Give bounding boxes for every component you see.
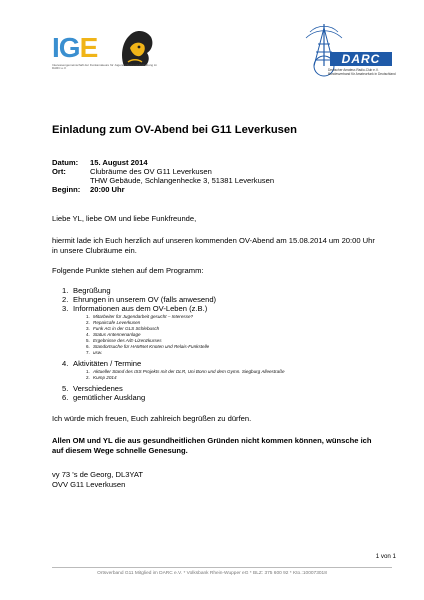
darc-logo-text: DARC	[330, 52, 392, 66]
agenda-item: 4. Aktivitäten / Termine	[62, 359, 142, 368]
agenda-subitem: 1. Mitarbeiter für Jugendarbeit gesucht – Interesse?	[86, 314, 194, 319]
ige-logo	[52, 26, 162, 76]
get-well-wishes: Allen OM und YL die aus gesundheitlichen Gründen nicht kommen können, wünsche ich auf diesem Wege schnelle Genesung.	[52, 436, 372, 455]
place-line-2: THW Gebäude, Schlangenhecke 3, 51381 Leverkusen	[90, 176, 275, 185]
footer-bank-details: Ortsverband G11 Mitglied im DARC e.V. * Volksbank Rhein-Wupper eG * BLZ: 375 600 92 * Kto.:100073018	[97, 571, 327, 576]
place-label: Ort:	[52, 167, 66, 176]
footer-divider	[52, 567, 392, 568]
greeting: Liebe YL, liebe OM und liebe Funkfreunde,	[52, 214, 197, 223]
start-label: Beginn:	[52, 185, 81, 194]
page-title: Einladung zum OV-Abend bei G11 Leverkusen	[52, 124, 297, 136]
agenda-subitem: 5. Ergebnisse des A/E-Lizenzkurses	[86, 338, 162, 343]
date-value: 15. August 2014	[90, 158, 148, 167]
ige-logo-text: IGE	[52, 32, 98, 63]
agenda-subitem: 2. Repaircafe Leverkusen	[86, 320, 141, 325]
agenda-subitem: 3. Funk AG in der GLS Schlebusch	[86, 326, 160, 331]
agenda-subitem: 2. Kump 2014	[86, 375, 117, 380]
agenda-item: 2. Ehrungen in unserem OV (falls anwesend)	[62, 295, 217, 304]
darc-logo	[300, 22, 400, 82]
agenda-item: 6. gemütlicher Ausklang	[62, 393, 146, 402]
agenda-item: 3. Informationen aus dem OV-Leben (z.B.)	[62, 304, 208, 313]
page-number: 1 von 1	[375, 553, 396, 560]
intro-paragraph: hiermit lade ich Euch herzlich auf unseren kommenden OV-Abend am 15.08.2014 um 20:00 Uhr in unsere Clubräume ein.	[52, 236, 375, 255]
agenda-subitem: 7. usw.	[86, 350, 103, 355]
agenda-subitem: 4. Status Antennenanlage	[86, 332, 141, 337]
agenda-subitem: 1. Aktueller Stand des ISS Projekts mit der DLR, Uni Bonn und dem Gymn. Siegburg Alleestraße	[86, 369, 285, 374]
program-heading: Folgende Punkte stehen auf dem Programm:	[52, 266, 204, 275]
signature-line-2: OVV G11 Leverkusen	[52, 480, 126, 489]
agenda-subitem: 6. Standortsuche für HAMNet Knoten und Relais-Funkstelle	[86, 344, 210, 349]
agenda-item: 5. Verschiedenes	[62, 384, 123, 393]
agenda-item: 1. Begrüßung	[62, 286, 111, 295]
date-label: Datum:	[52, 158, 79, 167]
signature-line-1: vy 73 's de Georg, DL3YAT	[52, 470, 144, 479]
ige-tagline: Interessengemeinschaft der Funkamateure für Jugendarbeit und Ausbildung im DARC e.V.	[52, 63, 158, 71]
closing-sentence: Ich würde mich freuen, Euch zahlreich begrüßen zu dürfen.	[52, 414, 252, 423]
place-line-1: Clubräume des OV G11 Leverkusen	[90, 167, 212, 176]
start-value: 20:00 Uhr	[90, 185, 125, 194]
darc-tagline: Deutscher Amateur-Radio-Club e.V. Bundesverband für Amateurfunk in Deutschland	[328, 68, 396, 76]
